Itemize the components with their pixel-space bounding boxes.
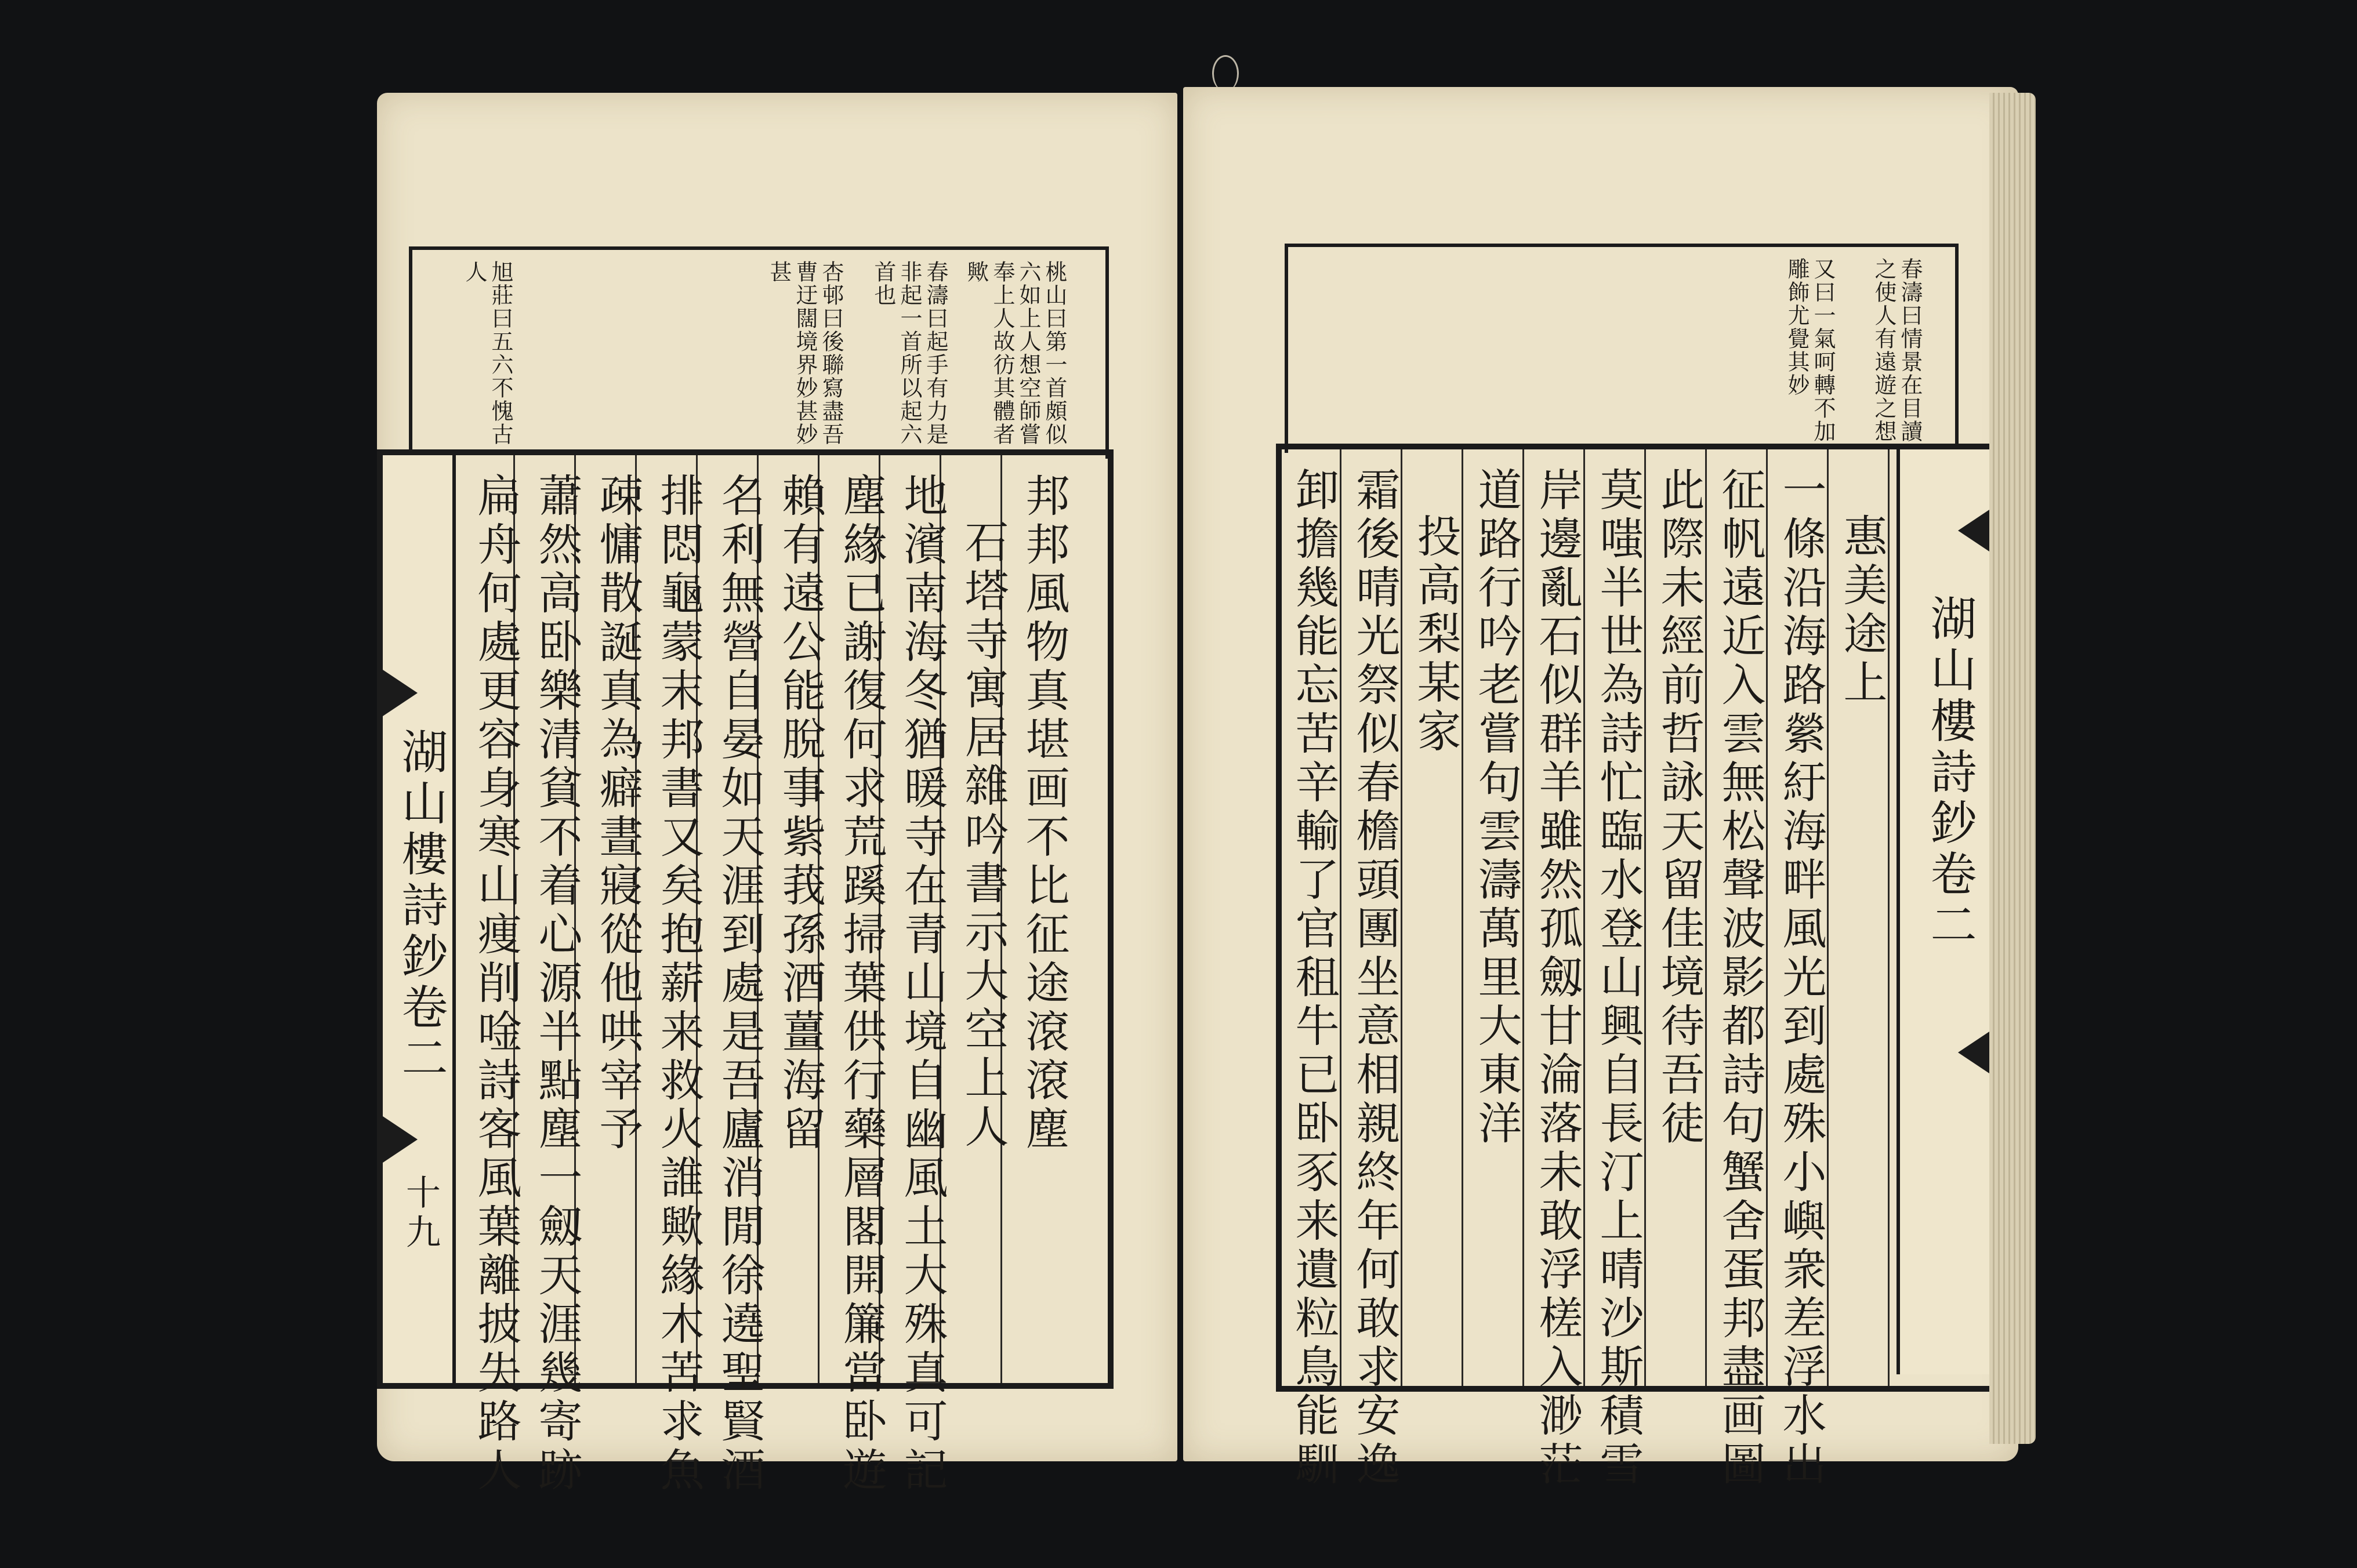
poem-title: 惠美途上 [1836, 513, 1888, 708]
headnote-column: 桃山曰第一首頗似 [1042, 260, 1067, 446]
headnote-column: 歟 [963, 260, 989, 284]
text-column: 岸邊亂石似群羊雖然孤劔甘淪落未敢浮槎入渺茫 [1532, 467, 1583, 1490]
text-column: 莫嗤半世為詩忙臨水登山興自長汀上晴沙斯積雪 [1593, 467, 1644, 1490]
headnote-column: 春濤曰情景在目讀 [1897, 257, 1923, 443]
text-column: 霜後晴光祭似春檐頭團坐意相親終年何敢求安逸 [1349, 467, 1401, 1490]
headnote-column: 杏邨曰後聯寫盡吾 [818, 260, 844, 446]
text-column: 卸擔幾能忘苦辛輸了官租牛已卧豕来遺粒鳥能馴 [1288, 467, 1340, 1490]
text-column: 賴有遠公能脫事紫莪孫酒薑海留 [775, 473, 826, 1155]
poem-title: 投高梨某家 [1410, 513, 1462, 757]
text-column: 道路行吟老嘗句雲濤萬里大東洋 [1471, 467, 1522, 1149]
left-headnote-box [409, 246, 1109, 459]
fold-page-number: 十九 [400, 1174, 441, 1253]
binding-thread [1212, 55, 1239, 92]
text-column: 此際未經前哲詠天留佳境待吾徒 [1653, 467, 1705, 1149]
page-block-edge [1989, 93, 2036, 1444]
headnote-column: 人 [462, 260, 487, 284]
fish-tail-mark-top [1958, 507, 1993, 554]
headnote-column: 春濤曰起手有力是 [923, 260, 948, 446]
headnote-column: 又曰一氣呵轉不加 [1810, 257, 1836, 443]
text-column: 邦邦風物真堪画不比征途滾滾塵 [1018, 473, 1070, 1155]
headnote-column: 甚 [766, 260, 792, 284]
headnote-column: 旭莊曰五六不愧古 [488, 260, 513, 446]
text-column: 排悶龜蒙末邦書又矣抱薪来救火誰歟緣木苦求魚 [653, 473, 705, 1496]
fold-title: 湖山樓詩鈔卷二 [1923, 594, 1977, 952]
text-column: 征帆遠近入雲無松聲波影都詩句蟹舍蛋邦盡画圖 [1714, 467, 1766, 1490]
headnote-column: 之使人有遠遊之想 [1871, 257, 1897, 443]
headnote-column: 奉上人故彷其體者 [989, 260, 1015, 446]
text-column: 疎慵散誕真為癖晝寢從他哄宰予 [592, 473, 644, 1155]
fish-tail-mark-top [383, 670, 418, 716]
headnote-column: 非起一首所以起六 [897, 260, 922, 446]
headnote-column: 首也 [871, 260, 896, 307]
headnote-column: 六如上人想空師嘗 [1016, 260, 1041, 446]
fish-tail-mark-bottom [383, 1116, 418, 1163]
text-column: 塵緣已謝復何求荒蹊掃葉供行藥層閣開簾當卧遊 [836, 473, 887, 1496]
right-text-frame [1276, 444, 2007, 1490]
headnote-column: 雕飾尤覺其妙 [1784, 257, 1810, 397]
text-column: 一條沿海路縈紆海畔風光到處殊小嶼衆差浮水出 [1775, 467, 1827, 1490]
text-column: 地濱南海冬猶暖寺在青山境自幽風土大殊真可記 [897, 473, 948, 1496]
text-column: 蕭然高卧樂清貧不着心源半點塵一劔天涯幾寄跡 [531, 473, 583, 1496]
fold-column [383, 455, 456, 1383]
fish-tail-mark-bottom [1958, 1029, 1993, 1076]
fold-title: 湖山樓詩鈔卷二 [394, 728, 448, 1085]
right-page [1183, 87, 2018, 1490]
headnote-column: 曹迂闊境界妙甚妙 [792, 260, 818, 446]
fold-column [1897, 449, 1993, 1374]
left-text-frame [377, 449, 1114, 1496]
text-column: 石塔寺寓居雜吟書示大空上人 [958, 519, 1009, 1152]
left-page [377, 93, 1177, 1496]
right-headnote-box [1285, 244, 1959, 453]
text-column: 扁舟何處更容身寒山痩削唫詩客風葉離披失路人 [470, 473, 522, 1496]
text-column: 名利無營自晏如天涯到處是吾廬消閒徐遶聖賢酒 [714, 473, 766, 1496]
